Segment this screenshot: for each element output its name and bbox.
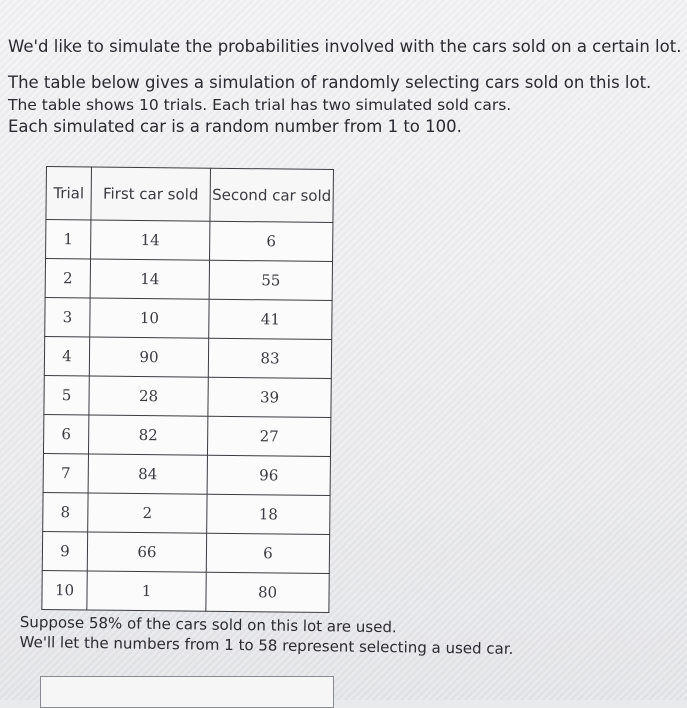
intro-line-2: The table shows 10 trials. Each trial has two simulated sold cars.: [8, 96, 512, 114]
table-row: [42, 570, 329, 612]
cell-first-car: 66: [87, 532, 206, 572]
header-trial: Trial: [46, 167, 92, 220]
cell-trial: 1: [46, 220, 91, 259]
cell-trial: 5: [44, 375, 89, 414]
cell-trial: 8: [43, 492, 88, 531]
cell-trial: 10: [42, 570, 87, 609]
cell-second-car: 6: [206, 533, 329, 573]
cell-second-car: 55: [209, 260, 332, 300]
cell-second-car: 96: [207, 455, 330, 495]
problem-intro: [8, 36, 681, 138]
cell-trial: 7: [43, 453, 88, 492]
cell-second-car: 6: [210, 221, 333, 261]
table-row: [45, 297, 332, 339]
cell-first-car: 90: [89, 337, 208, 377]
table-row: [42, 531, 329, 573]
footer-line-1: Suppose 58% of the cars sold on this lot are used.: [19, 612, 397, 637]
cell-second-car: 18: [207, 494, 330, 534]
cell-trial: 4: [44, 336, 89, 375]
cell-first-car: 1: [87, 571, 206, 611]
cell-first-car: 2: [88, 493, 207, 533]
intro-lead: We'd like to simulate the probabilities involved with the cars sold on a certain lot.: [8, 37, 682, 56]
cell-first-car: 84: [88, 454, 207, 494]
table-row: [44, 336, 331, 378]
cell-second-car: 80: [206, 572, 329, 612]
table-row: [43, 414, 330, 456]
header-second-car: Second car sold: [210, 168, 334, 222]
table-row: [45, 259, 332, 301]
cell-first-car: 14: [90, 259, 209, 299]
intro-line-1: The table below gives a simulation of randomly selecting cars sold on this lot.: [8, 73, 652, 92]
cell-first-car: 82: [88, 415, 207, 455]
cell-trial: 3: [45, 297, 90, 336]
cell-second-car: 41: [209, 299, 332, 339]
table-row: [44, 375, 331, 417]
cell-first-car: 28: [89, 376, 208, 416]
table-row: [43, 492, 330, 534]
cell-trial: 9: [42, 531, 87, 570]
cell-trial: 2: [45, 259, 90, 298]
table-row: [43, 453, 330, 495]
intro-line-3: Each simulated car is a random number from 1 to 100.: [8, 117, 462, 136]
cell-first-car: 10: [90, 298, 209, 338]
header-first-car: First car sold: [91, 167, 211, 221]
problem-footer: [19, 612, 513, 659]
answer-input-box[interactable]: [40, 676, 334, 708]
table-header-row: [46, 167, 334, 223]
cell-second-car: 27: [207, 416, 330, 456]
simulation-table: [41, 166, 334, 613]
cell-first-car: 14: [91, 220, 210, 260]
cell-second-car: 83: [208, 338, 331, 378]
footer-line-2: We'll let the numbers from 1 to 58 represent selecting a used car.: [19, 632, 514, 658]
cell-trial: 6: [43, 414, 88, 453]
cell-second-car: 39: [208, 377, 331, 417]
table-row: [46, 220, 333, 262]
